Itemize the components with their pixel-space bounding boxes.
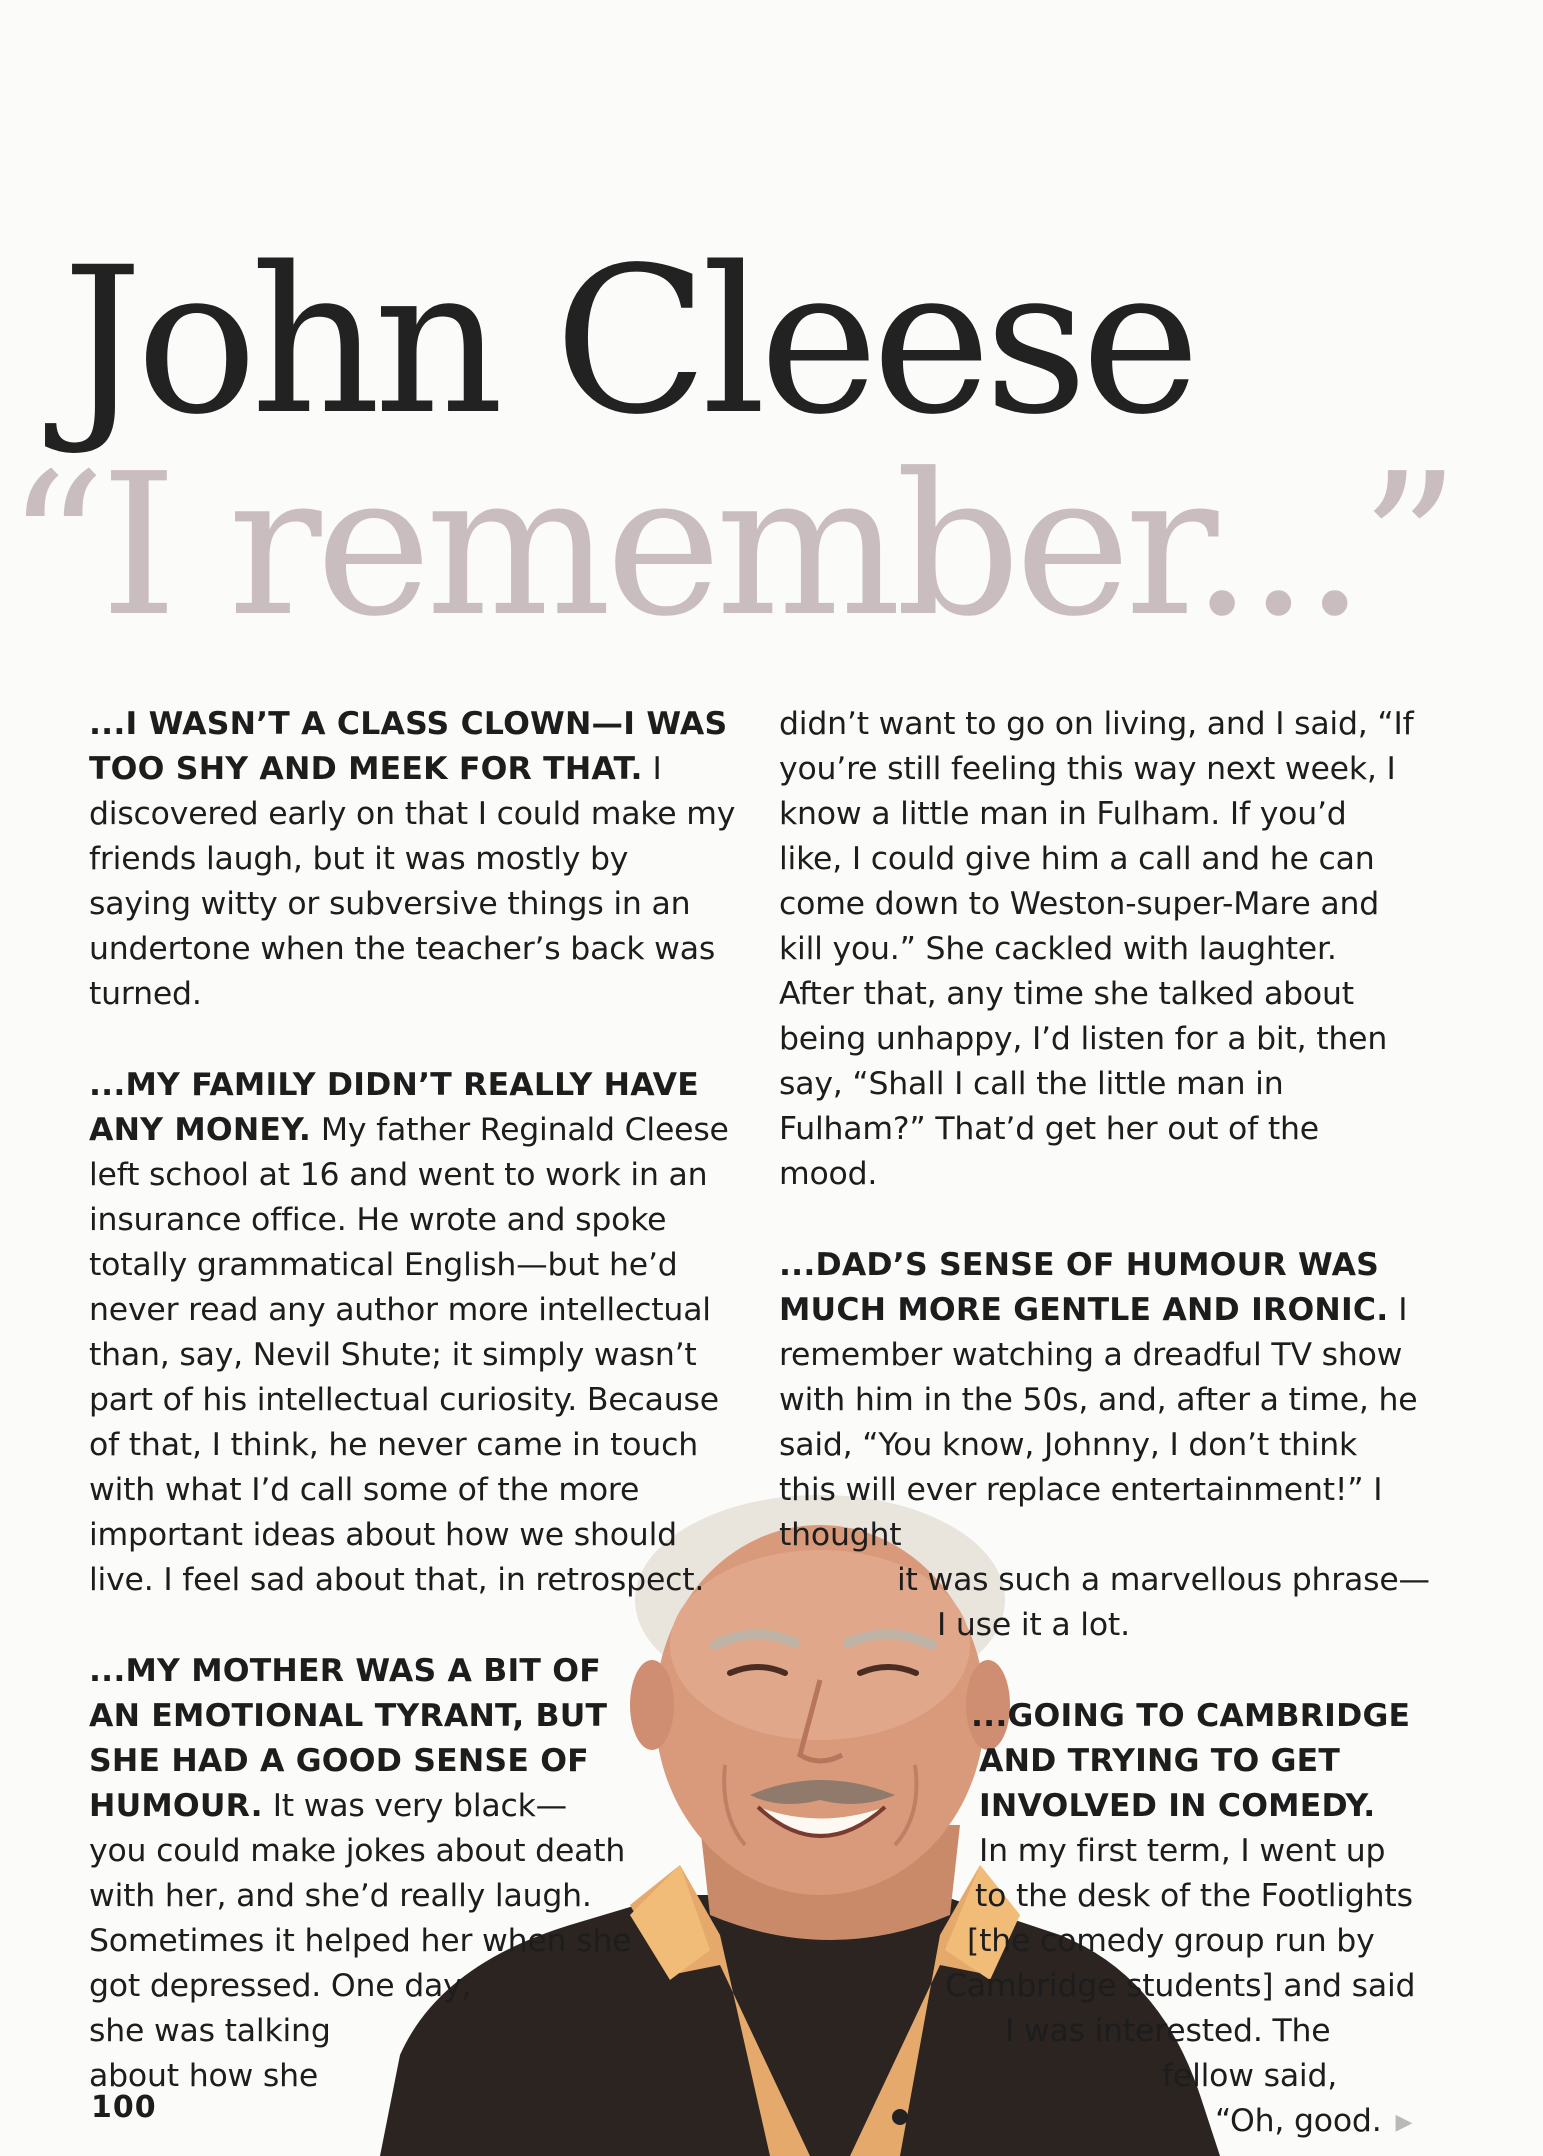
section-body-line: [the comedy group run by [967, 1923, 1375, 1959]
article-title: John Cleese [62, 223, 1194, 459]
section-body-line: Cambridge students] and said [945, 1968, 1416, 2004]
section-body-line: with her, and she’d really laugh. [89, 1878, 592, 1914]
article-subtitle: “I remember...” [6, 432, 1455, 660]
section-cambridge [779, 1694, 1419, 2145]
section-body-line: it was such a marvellous phrase— [897, 1562, 1430, 1598]
section-body-line: In my first term, I went up [979, 1833, 1386, 1869]
section-mother-continued: didn’t want to go on living, and I said, “If you’re still feeling this way next week, I know a little man in Fulham. If you’d like, I could give him a call and he can come down to Weston-super-Mare and kill you.” She cackled with laughter. After that, any time she talked about being unhappy, I’d listen for a bit, then say, “Shall I call the little man in Fulham?” That’d get her out of the mood. [779, 706, 1414, 1192]
page-number: 100 [91, 2090, 157, 2125]
section-heading: ...I WASN’T A CLASS CLOWN—I WAS TOO SHY AND MEEK FOR THAT. [89, 706, 728, 787]
section-heading: ...DAD’S SENSE OF HUMOUR WAS MUCH MORE GENTLE AND IRONIC. [779, 1247, 1389, 1328]
right-column [779, 702, 1430, 2145]
left-column [89, 702, 739, 2099]
section-body: I discovered early on that I could make my friends laugh, but it was mostly by saying witty or subversive things in an undertone when the teacher’s back was turned. [89, 751, 736, 1012]
section-mother [89, 1649, 649, 2099]
section-body-line: I use it a lot. [937, 1607, 1130, 1643]
section-body-line: Sometimes it helped her when she [89, 1923, 632, 1959]
section-body-line: about how she [89, 2058, 319, 2094]
section-body-line: “Oh, good. [1215, 2103, 1382, 2139]
section-class-clown [89, 702, 739, 1017]
section-body-line: you could make jokes about death [89, 1833, 626, 1869]
section-dad-humour [779, 1243, 1430, 1648]
section-body-line: I was interested. The [1005, 2013, 1331, 2049]
section-body-line: got depressed. One day, [89, 1968, 472, 2004]
section-body-line: fellow said, [1162, 2058, 1338, 2094]
continue-arrow-icon: ▶ [1395, 2110, 1413, 2135]
section-heading: ...MY FAMILY DIDN’T REALLY HAVE ANY MONEY. [89, 1067, 699, 1148]
section-body: My father Reginald Cleese left school at 16 and went to work in an insurance office. He wrote and spoke totally grammatical English—but he’d never read any author more intellectual than, say, Nevil Shute; it simply wasn’t part of his intellectual curiosity. Because of that, I think, he never came in touch with what I’d call some of the more important ideas about how we should live. I feel sad about that, in retrospect. [89, 1112, 729, 1598]
section-body: I remember watching a dreadful TV show with him in the 50s, and, after a time, he said, “You know, Johnny, I don’t think this will ever replace entertainment!” I thought [779, 1292, 1418, 1553]
section-heading: AND TRYING TO GET [979, 1743, 1341, 1779]
section-body-line: to the desk of the Footlights [975, 1878, 1413, 1914]
section-heading: ...GOING TO CAMBRIDGE [971, 1698, 1411, 1734]
section-family-money [89, 1063, 739, 1603]
section-body: It was very black— [272, 1788, 567, 1824]
section-body-line: she was talking [89, 2013, 331, 2049]
section-heading: ...MY MOTHER WAS A BIT OF AN EMOTIONAL TYRANT, BUT SHE HAD A GOOD SENSE OF HUMOUR. [89, 1653, 608, 1824]
section-heading: INVOLVED IN COMEDY. [979, 1788, 1376, 1824]
